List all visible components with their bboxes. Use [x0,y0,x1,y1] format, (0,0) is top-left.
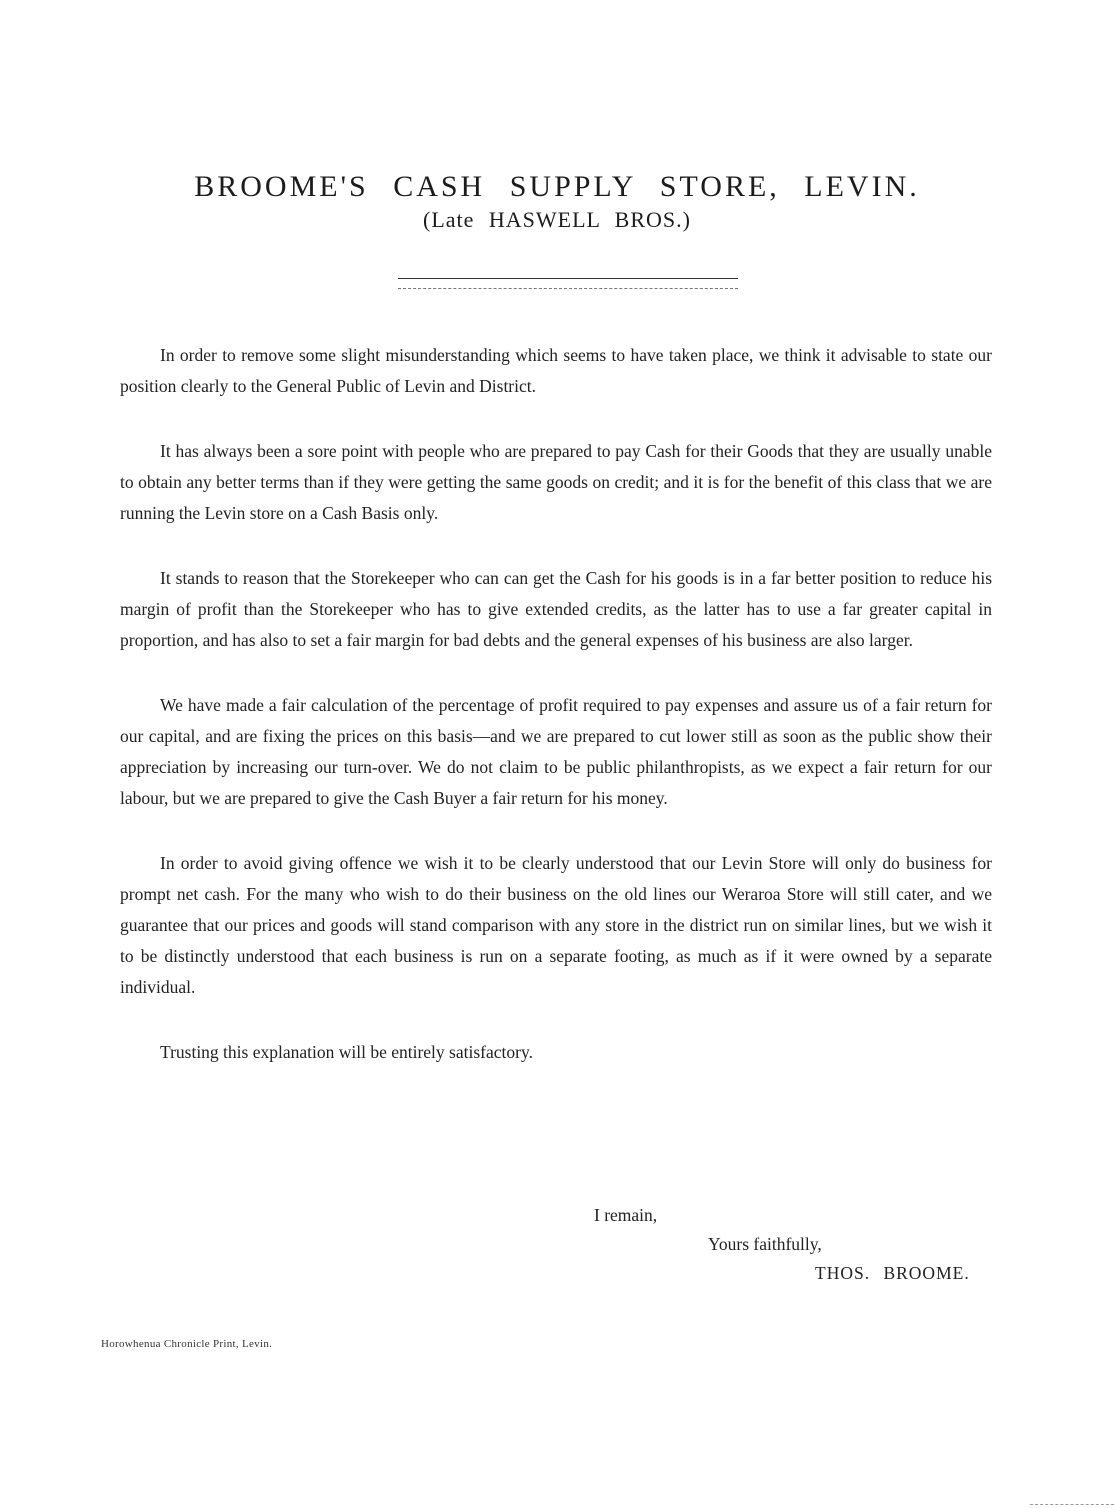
title-divider [398,278,738,279]
body-paragraph: In order to avoid giving offence we wish it to be clearly understood that our Levin Store will only do business for prompt net cash. For the many who wish to do their business on the old lines our Weraroa Store will still cater, and we guarantee that our prices and goods will stand comparison with any store in the district run on similar lines, but we wish it to be distinctly understood that each business is run on a separate footing, as much as if it were owned by a separate individual. [120,853,992,997]
body-paragraph: Trusting this explanation will be entirely satisfactory. [160,1042,533,1062]
closing-valediction: Yours faithfully, [708,1234,822,1254]
printer-imprint: Horowhenua Chronicle Print, Levin. [101,1338,273,1350]
title-divider-faint [398,288,738,289]
page-title: BROOME'S CASH SUPPLY STORE, LEVIN. [194,170,920,203]
body-paragraph: It has always been a sore point with people who are prepared to pay Cash for their Goods that they are usually unable to obtain any better terms than if they were getting the same goods on credit; and it is for the benefit of this class that we are running the Levin store on a Cash Basis only. [120,441,992,523]
body-paragraph: We have made a fair calculation of the percentage of profit required to pay expenses and assure us of a fair return for our capital, and are fixing the prices on this basis—and we are prepared to cut lower still as soon as the public show their appreciation by increasing our turn-over. We do not claim to be public philanthropists, as we expect a fair return for our labour, but we are prepared to give the Cash Buyer a fair return for his money. [120,695,992,808]
signature-name: THOS. BROOME. [815,1263,970,1283]
body-paragraph: It stands to reason that the Storekeeper who can can get the Cash for his goods is in a far better position to reduce his margin of profit than the Storekeeper who has to give extended credits, as the latter has to use a far greater capital in proportion, and has also to set a fair margin for bad debts and the general expenses of his business are also larger. [120,568,992,650]
closing-remain: I remain, [594,1205,658,1225]
scan-edge-mark [1030,1504,1114,1505]
letter-body [120,340,992,1094]
body-paragraph: In order to remove some slight misunderstanding which seems to have taken place, we think it advisable to state our position clearly to the General Public of Levin and District. [120,345,992,396]
page-subtitle: (Late HASWELL BROS.) [423,207,691,232]
